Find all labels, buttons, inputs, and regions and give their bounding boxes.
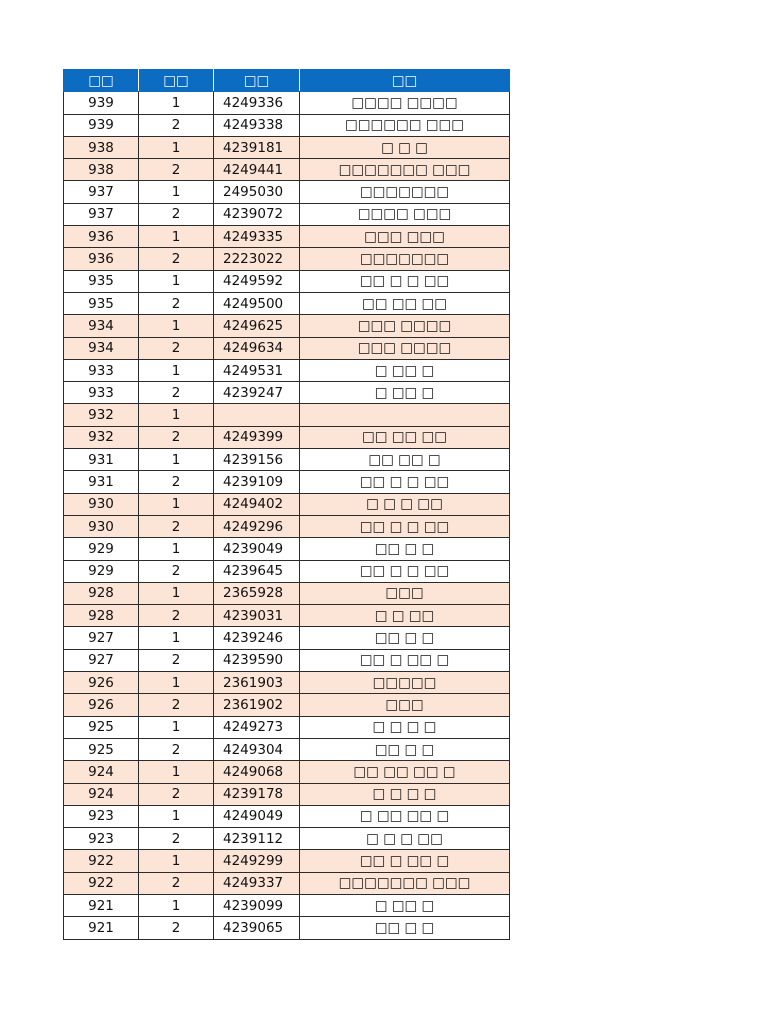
cell-col-3[interactable] xyxy=(214,404,300,426)
cell-col-4[interactable]: □□ □□ □□ xyxy=(300,292,510,314)
table-row[interactable] xyxy=(64,426,510,448)
cell-col-1[interactable]: 925 xyxy=(64,738,139,760)
cell-col-1[interactable]: 923 xyxy=(64,805,139,827)
cell-col-4[interactable]: □□ □ □ □□ xyxy=(300,560,510,582)
cell-col-2[interactable]: 2 xyxy=(139,292,214,314)
cell-col-3[interactable]: 4249625 xyxy=(214,315,300,337)
data-table xyxy=(63,69,510,940)
cell-col-2[interactable]: 2 xyxy=(139,917,214,939)
cell-col-4[interactable]: □□□ xyxy=(300,694,510,716)
cell-col-4[interactable]: □ □ □ □ xyxy=(300,716,510,738)
cell-col-2[interactable]: 1 xyxy=(139,92,214,114)
cell-col-3[interactable]: 4239590 xyxy=(214,649,300,671)
cell-col-1[interactable]: 924 xyxy=(64,783,139,805)
cell-col-2[interactable]: 2 xyxy=(139,114,214,136)
cell-col-2[interactable]: 1 xyxy=(139,538,214,560)
cell-col-2[interactable]: 1 xyxy=(139,627,214,649)
cell-col-3[interactable]: 4239181 xyxy=(214,136,300,158)
cell-col-2[interactable]: 2 xyxy=(139,872,214,894)
cell-col-1[interactable]: 938 xyxy=(64,159,139,181)
cell-col-2[interactable]: 2 xyxy=(139,515,214,537)
cell-col-2[interactable]: 2 xyxy=(139,337,214,359)
table-row[interactable] xyxy=(64,337,510,359)
cell-col-3[interactable]: 4249296 xyxy=(214,515,300,537)
cell-col-4[interactable]: □□ □ □ xyxy=(300,627,510,649)
cell-col-3[interactable]: 4239247 xyxy=(214,382,300,404)
cell-col-3[interactable]: 4239049 xyxy=(214,538,300,560)
cell-col-1[interactable]: 923 xyxy=(64,828,139,850)
cell-col-2[interactable]: 1 xyxy=(139,805,214,827)
cell-col-1[interactable]: 932 xyxy=(64,426,139,448)
cell-col-3[interactable]: 2495030 xyxy=(214,181,300,203)
cell-col-2[interactable]: 1 xyxy=(139,359,214,381)
cell-col-2[interactable]: 2 xyxy=(139,738,214,760)
table-row[interactable] xyxy=(64,716,510,738)
table-row[interactable] xyxy=(64,248,510,270)
cell-col-1[interactable]: 933 xyxy=(64,359,139,381)
cell-col-4[interactable] xyxy=(300,404,510,426)
cell-col-4[interactable]: □ □□ □ xyxy=(300,382,510,404)
table-row[interactable] xyxy=(64,761,510,783)
cell-col-3[interactable]: 2365928 xyxy=(214,582,300,604)
cell-col-4[interactable]: □□ □□ □□ □ xyxy=(300,761,510,783)
cell-col-3[interactable]: 4249335 xyxy=(214,226,300,248)
cell-col-1[interactable]: 926 xyxy=(64,672,139,694)
cell-col-2[interactable]: 2 xyxy=(139,159,214,181)
cell-col-1[interactable]: 921 xyxy=(64,894,139,916)
cell-col-4[interactable]: □□□ □□□□ xyxy=(300,337,510,359)
table-row[interactable] xyxy=(64,627,510,649)
cell-col-1[interactable]: 931 xyxy=(64,449,139,471)
cell-col-3[interactable]: 4249337 xyxy=(214,872,300,894)
cell-col-4[interactable]: □ □□ □□ □ xyxy=(300,805,510,827)
cell-col-4[interactable]: □□ □□ □□ xyxy=(300,426,510,448)
cell-col-1[interactable]: 930 xyxy=(64,493,139,515)
cell-col-3[interactable]: 4239099 xyxy=(214,894,300,916)
table-row[interactable] xyxy=(64,315,510,337)
cell-col-4[interactable]: □□ □ □ xyxy=(300,538,510,560)
table-row[interactable] xyxy=(64,449,510,471)
table-row[interactable] xyxy=(64,136,510,158)
table-row[interactable] xyxy=(64,538,510,560)
cell-col-2[interactable]: 2 xyxy=(139,783,214,805)
table-row[interactable] xyxy=(64,582,510,604)
table-row[interactable] xyxy=(64,649,510,671)
cell-col-1[interactable]: 928 xyxy=(64,605,139,627)
table-row[interactable] xyxy=(64,694,510,716)
cell-col-3[interactable]: 4249531 xyxy=(214,359,300,381)
cell-col-3[interactable]: 4249299 xyxy=(214,850,300,872)
cell-col-4[interactable]: □ □ □ □□ xyxy=(300,828,510,850)
cell-col-3[interactable]: 4239072 xyxy=(214,203,300,225)
cell-col-3[interactable]: 2361903 xyxy=(214,672,300,694)
cell-col-4[interactable]: □□ □ □□ □ xyxy=(300,649,510,671)
cell-col-4[interactable]: □□□ xyxy=(300,582,510,604)
column-header-1[interactable]: □□ xyxy=(64,70,139,92)
cell-col-2[interactable]: 1 xyxy=(139,850,214,872)
cell-col-2[interactable]: 2 xyxy=(139,560,214,582)
cell-col-2[interactable]: 1 xyxy=(139,761,214,783)
table-row[interactable] xyxy=(64,783,510,805)
cell-col-1[interactable]: 939 xyxy=(64,114,139,136)
cell-col-1[interactable]: 922 xyxy=(64,850,139,872)
cell-col-4[interactable]: □□□□□□□ xyxy=(300,181,510,203)
cell-col-4[interactable]: □□□□□□ □□□ xyxy=(300,114,510,136)
cell-col-2[interactable]: 1 xyxy=(139,315,214,337)
cell-col-4[interactable]: □□□ □□□ xyxy=(300,226,510,248)
cell-col-3[interactable]: 4239645 xyxy=(214,560,300,582)
cell-col-4[interactable]: □□□ □□□□ xyxy=(300,315,510,337)
cell-col-2[interactable]: 2 xyxy=(139,605,214,627)
cell-col-1[interactable]: 935 xyxy=(64,270,139,292)
cell-col-2[interactable]: 2 xyxy=(139,382,214,404)
cell-col-3[interactable]: 4249338 xyxy=(214,114,300,136)
cell-col-1[interactable]: 937 xyxy=(64,203,139,225)
cell-col-1[interactable]: 930 xyxy=(64,515,139,537)
table-row[interactable] xyxy=(64,203,510,225)
cell-col-1[interactable]: 939 xyxy=(64,92,139,114)
cell-col-2[interactable]: 1 xyxy=(139,136,214,158)
cell-col-1[interactable]: 935 xyxy=(64,292,139,314)
cell-col-3[interactable]: 4249592 xyxy=(214,270,300,292)
cell-col-3[interactable]: 4249500 xyxy=(214,292,300,314)
cell-col-3[interactable]: 4249068 xyxy=(214,761,300,783)
cell-col-4[interactable]: □ □□ □ xyxy=(300,894,510,916)
cell-col-2[interactable]: 1 xyxy=(139,493,214,515)
cell-col-4[interactable]: □□ □ □ □□ xyxy=(300,471,510,493)
cell-col-1[interactable]: 937 xyxy=(64,181,139,203)
cell-col-1[interactable]: 922 xyxy=(64,872,139,894)
cell-col-2[interactable]: 2 xyxy=(139,471,214,493)
cell-col-1[interactable]: 927 xyxy=(64,649,139,671)
cell-col-4[interactable]: □ □ □ □ xyxy=(300,783,510,805)
header-row xyxy=(64,70,510,92)
cell-col-2[interactable]: 1 xyxy=(139,672,214,694)
table-row[interactable] xyxy=(64,605,510,627)
cell-col-2[interactable]: 1 xyxy=(139,270,214,292)
cell-col-1[interactable]: 929 xyxy=(64,560,139,582)
table-row[interactable] xyxy=(64,359,510,381)
table-row[interactable] xyxy=(64,560,510,582)
cell-col-2[interactable]: 2 xyxy=(139,248,214,270)
table-row[interactable] xyxy=(64,159,510,181)
cell-col-3[interactable]: 4239109 xyxy=(214,471,300,493)
cell-col-3[interactable]: 4249049 xyxy=(214,805,300,827)
cell-col-2[interactable]: 1 xyxy=(139,449,214,471)
cell-col-3[interactable]: 4239246 xyxy=(214,627,300,649)
cell-col-3[interactable]: 4239065 xyxy=(214,917,300,939)
cell-col-4[interactable]: □□ □ □ xyxy=(300,917,510,939)
cell-col-3[interactable]: 4239178 xyxy=(214,783,300,805)
cell-col-4[interactable]: □ □ □ xyxy=(300,136,510,158)
cell-col-4[interactable]: □ □ □□ xyxy=(300,605,510,627)
cell-col-4[interactable]: □□□□□ xyxy=(300,672,510,694)
cell-col-1[interactable]: 936 xyxy=(64,226,139,248)
cell-col-1[interactable]: 936 xyxy=(64,248,139,270)
cell-col-1[interactable]: 928 xyxy=(64,582,139,604)
table-body xyxy=(64,92,510,939)
spreadsheet xyxy=(63,69,510,940)
cell-col-3[interactable]: 4249273 xyxy=(214,716,300,738)
table-row[interactable] xyxy=(64,92,510,114)
cell-col-1[interactable]: 934 xyxy=(64,337,139,359)
cell-col-4[interactable]: □ □ □ □□ xyxy=(300,493,510,515)
table-row[interactable] xyxy=(64,382,510,404)
table-row[interactable] xyxy=(64,404,510,426)
cell-col-4[interactable]: □□ □ □ xyxy=(300,738,510,760)
column-header-2[interactable]: □□ xyxy=(139,70,214,92)
table-row[interactable] xyxy=(64,471,510,493)
cell-col-3[interactable]: 4249441 xyxy=(214,159,300,181)
cell-col-2[interactable]: 1 xyxy=(139,716,214,738)
cell-col-1[interactable]: 929 xyxy=(64,538,139,560)
table-row[interactable] xyxy=(64,850,510,872)
cell-col-4[interactable]: □□ □ □□ □ xyxy=(300,850,510,872)
cell-col-4[interactable]: □□□□□□□ xyxy=(300,248,510,270)
table-row[interactable] xyxy=(64,493,510,515)
cell-col-3[interactable]: 4249634 xyxy=(214,337,300,359)
cell-col-1[interactable]: 933 xyxy=(64,382,139,404)
cell-col-2[interactable]: 1 xyxy=(139,404,214,426)
column-header-4[interactable]: □□ xyxy=(300,70,510,92)
cell-col-2[interactable]: 2 xyxy=(139,828,214,850)
cell-col-2[interactable]: 2 xyxy=(139,649,214,671)
cell-col-1[interactable]: 921 xyxy=(64,917,139,939)
cell-col-3[interactable]: 4239031 xyxy=(214,605,300,627)
cell-col-3[interactable]: 4249402 xyxy=(214,493,300,515)
cell-col-1[interactable]: 926 xyxy=(64,694,139,716)
cell-col-4[interactable]: □□ □ □ □□ xyxy=(300,270,510,292)
cell-col-1[interactable]: 938 xyxy=(64,136,139,158)
cell-col-4[interactable]: □□□□ □□□□ xyxy=(300,92,510,114)
cell-col-4[interactable]: □□□□□□□ □□□ xyxy=(300,159,510,181)
cell-col-2[interactable]: 1 xyxy=(139,582,214,604)
cell-col-1[interactable]: 932 xyxy=(64,404,139,426)
cell-col-3[interactable]: 4239112 xyxy=(214,828,300,850)
cell-col-3[interactable]: 4249304 xyxy=(214,738,300,760)
cell-col-2[interactable]: 2 xyxy=(139,426,214,448)
cell-col-3[interactable]: 4249399 xyxy=(214,426,300,448)
table-row[interactable] xyxy=(64,917,510,939)
table-row[interactable] xyxy=(64,270,510,292)
cell-col-1[interactable]: 924 xyxy=(64,761,139,783)
cell-col-1[interactable]: 927 xyxy=(64,627,139,649)
cell-col-3[interactable]: 4239156 xyxy=(214,449,300,471)
cell-col-3[interactable]: 4249336 xyxy=(214,92,300,114)
table-row[interactable] xyxy=(64,828,510,850)
cell-col-4[interactable]: □□ □□ □ xyxy=(300,449,510,471)
cell-col-4[interactable]: □□□□□□□ □□□ xyxy=(300,872,510,894)
table-row[interactable] xyxy=(64,672,510,694)
cell-col-3[interactable]: 2361902 xyxy=(214,694,300,716)
table-row[interactable] xyxy=(64,872,510,894)
table-row[interactable] xyxy=(64,114,510,136)
table-row[interactable] xyxy=(64,894,510,916)
cell-col-1[interactable]: 931 xyxy=(64,471,139,493)
table-row[interactable] xyxy=(64,226,510,248)
table-row[interactable] xyxy=(64,738,510,760)
cell-col-4[interactable]: □□ □ □ □□ xyxy=(300,515,510,537)
column-header-3[interactable]: □□ xyxy=(214,70,300,92)
cell-col-4[interactable]: □ □□ □ xyxy=(300,359,510,381)
cell-col-2[interactable]: 1 xyxy=(139,181,214,203)
cell-col-1[interactable]: 925 xyxy=(64,716,139,738)
table-row[interactable] xyxy=(64,181,510,203)
cell-col-2[interactable]: 2 xyxy=(139,203,214,225)
table-row[interactable] xyxy=(64,515,510,537)
cell-col-3[interactable]: 2223022 xyxy=(214,248,300,270)
cell-col-2[interactable]: 2 xyxy=(139,694,214,716)
cell-col-1[interactable]: 934 xyxy=(64,315,139,337)
table-row[interactable] xyxy=(64,805,510,827)
table-header xyxy=(64,70,510,92)
cell-col-2[interactable]: 1 xyxy=(139,894,214,916)
cell-col-2[interactable]: 1 xyxy=(139,226,214,248)
cell-col-4[interactable]: □□□□ □□□ xyxy=(300,203,510,225)
table-row[interactable] xyxy=(64,292,510,314)
